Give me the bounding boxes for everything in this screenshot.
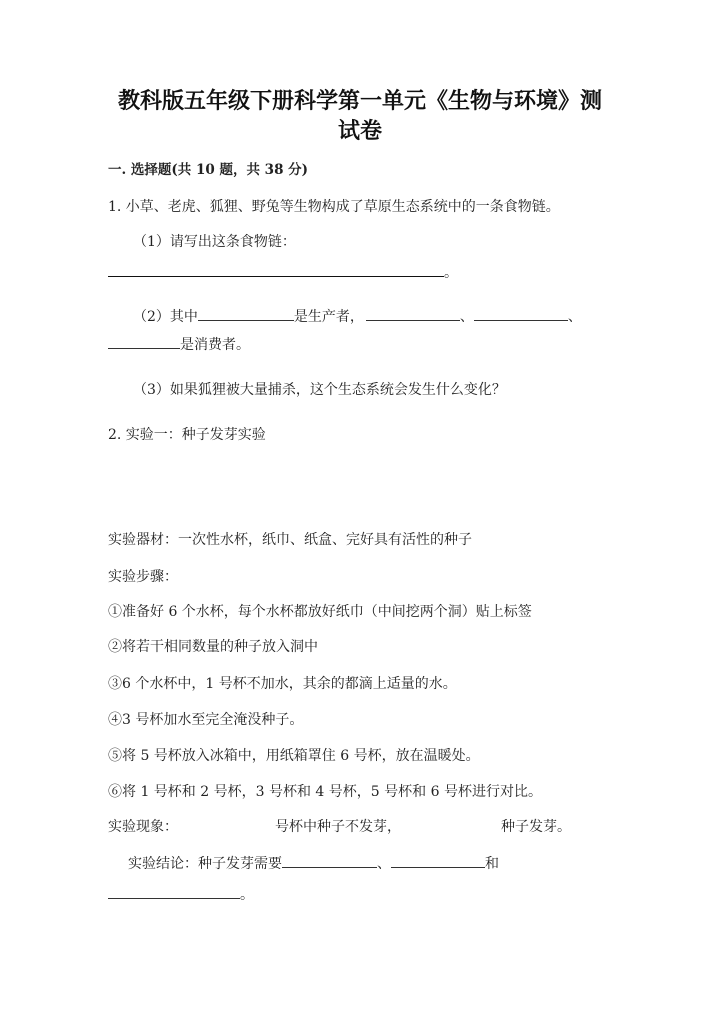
- q1-stem: 1. 小草、老虎、狐狸、野兔等生物构成了草原生态系统中的一条食物链。: [108, 199, 560, 215]
- text: 实验结论：种子发芽需要: [128, 856, 282, 872]
- q1-part1: （1）请写出这条食物链：: [133, 234, 296, 250]
- text: 、: [377, 856, 391, 872]
- section-heading: 一. 选择题(共 10 题，共 38 分): [108, 162, 309, 178]
- text: 、: [567, 309, 582, 325]
- q1-part2: [133, 306, 582, 326]
- answer-blank[interactable]: [282, 853, 377, 868]
- q1-part2-cont: [108, 334, 250, 354]
- q1-part1-answer: [108, 262, 458, 282]
- q2-step: ①准备好 6 个水杯，每个水杯都放好纸巾（中间挖两个洞）贴上标签: [108, 604, 532, 620]
- answer-blank[interactable]: [198, 306, 294, 321]
- answer-blank[interactable]: [108, 334, 180, 349]
- doc-title-line1: 教科版五年级下册科学第一单元《生物与环境》测: [117, 88, 602, 114]
- q2-phenomenon-b: 种子发芽。: [501, 819, 571, 835]
- text: 。: [240, 887, 254, 903]
- text: 是生产者，: [293, 309, 364, 325]
- q2-phenomenon-a: 号杯中种子不发芽，: [275, 819, 401, 835]
- answer-blank[interactable]: [108, 262, 444, 277]
- doc-title-line2: 试卷: [337, 118, 382, 144]
- q2-phenomenon-label: 实验现象：: [108, 819, 178, 835]
- q2-conclusion-cont: [108, 884, 254, 904]
- answer-blank[interactable]: [108, 884, 240, 899]
- answer-blank[interactable]: [366, 306, 460, 321]
- text: 、: [459, 309, 474, 325]
- text: 和: [485, 856, 499, 872]
- q2-step: ④3 号杯加水至完全淹没种子。: [108, 712, 304, 728]
- q2-materials: 实验器材：一次性水杯，纸巾、纸盒、完好具有活性的种子: [108, 532, 472, 548]
- text: 是消费者。: [180, 337, 250, 353]
- q1-part3: （3）如果狐狸被大量捕杀，这个生态系统会发生什么变化？: [133, 382, 506, 398]
- q2-step: ⑥将 1 号杯和 2 号杯，3 号杯和 4 号杯，5 号杯和 6 号杯进行对比。: [108, 784, 542, 800]
- period: 。: [444, 265, 458, 281]
- answer-blank[interactable]: [391, 853, 485, 868]
- answer-blank[interactable]: [474, 306, 568, 321]
- q2-steps-label: 实验步骤：: [108, 569, 178, 585]
- q2-stem: 2. 实验一：种子发芽实验: [108, 427, 266, 443]
- q2-conclusion: [128, 853, 499, 873]
- q2-step: ②将若干相同数量的种子放入洞中: [108, 639, 318, 655]
- q2-step: ③6 个水杯中，1 号杯不加水，其余的都滴上适量的水。: [108, 676, 457, 692]
- text: （2）其中: [133, 309, 198, 325]
- q2-step: ⑤将 5 号杯放入冰箱中，用纸箱罩住 6 号杯，放在温暖处。: [108, 748, 480, 764]
